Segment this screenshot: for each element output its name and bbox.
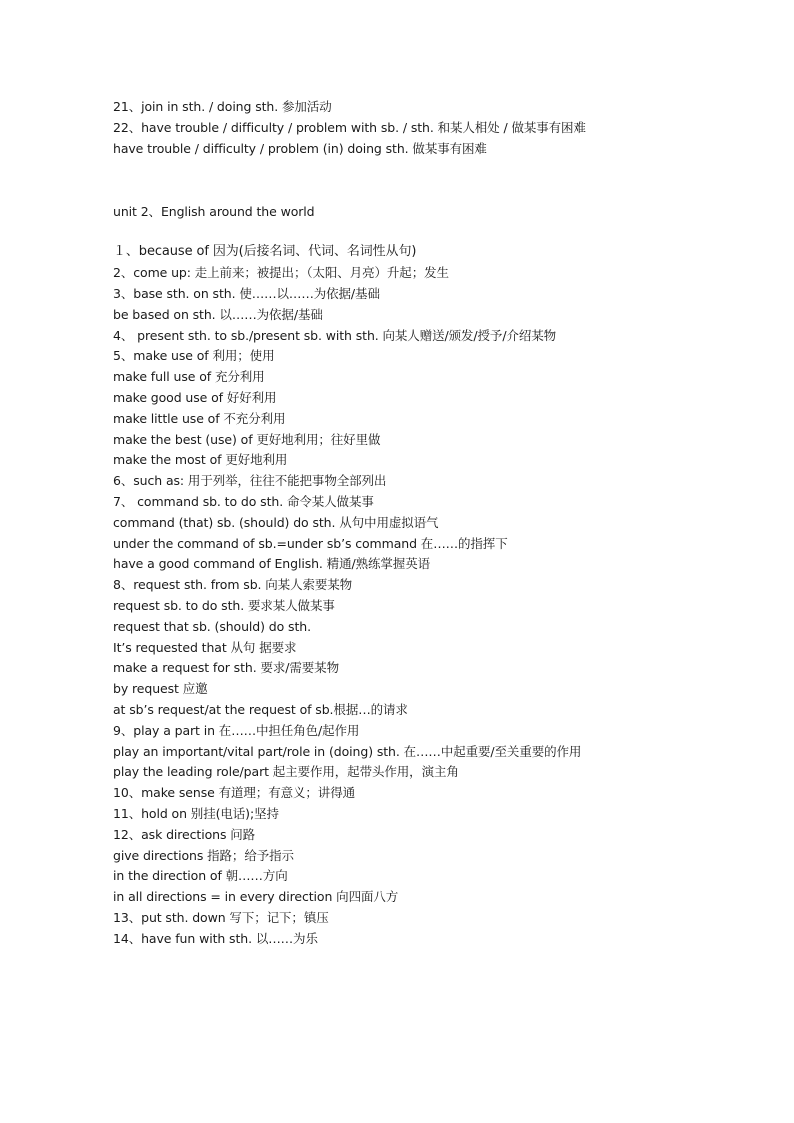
phrase-line: It’s requested that 从句 据要求	[113, 640, 297, 655]
phrase-line: 21、join in sth. / doing sth. 参加活动	[113, 99, 332, 114]
phrase-line: 8、request sth. from sb. 向某人索要某物	[113, 577, 353, 592]
phrase-line: make the best (use) of 更好地利用；往好里做	[113, 432, 381, 447]
phrase-line: request that sb. (should) do sth.	[113, 619, 311, 634]
phrase-line: 4、 present sth. to sb./present sb. with sth. 向某人赠送/颁发/授予/介绍某物	[113, 328, 557, 343]
phrase-line: have a good command of English. 精通/熟练掌握英语	[113, 556, 430, 571]
phrase-line: 11、hold on 别挂(电话);坚持	[113, 806, 279, 821]
phrase-line: make good use of 好好利用	[113, 390, 277, 405]
phrase-line: 10、make sense 有道理；有意义；讲得通	[113, 785, 356, 800]
phrase-line: make little use of 不充分利用	[113, 411, 286, 426]
phrase-line: be based on sth. 以……为依据/基础	[113, 307, 323, 322]
phrase-line: make full use of 充分利用	[113, 369, 265, 384]
phrase-line: 13、put sth. down 写下；记下；镇压	[113, 910, 329, 925]
phrase-line: １、because of 因为(后接名词、代词、名词性从句)	[113, 244, 417, 259]
phrase-line: make the most of 更好地利用	[113, 452, 288, 467]
phrase-line: under the command of sb.=under sb’s command 在……的指挥下	[113, 536, 508, 551]
phrase-line: command (that) sb. (should) do sth. 从句中用虚拟语气	[113, 515, 439, 530]
phrase-line: by request 应邀	[113, 681, 208, 696]
phrase-line: have trouble / difficulty / problem (in) doing sth. 做某事有困难	[113, 141, 487, 156]
phrase-line: 22、have trouble / difficulty / problem with sb. / sth. 和某人相处 / 做某事有困难	[113, 120, 586, 135]
phrase-line: 14、have fun with sth. 以……为乐	[113, 931, 318, 946]
phrase-line: 9、play a part in 在……中担任角色/起作用	[113, 723, 360, 738]
phrase-line: give directions 指路；给予指示	[113, 848, 294, 863]
phrase-line: play the leading role/part 起主要作用，起带头作用，演主角	[113, 764, 459, 779]
phrase-line: at sb’s request/at the request of sb.根据…的请求	[113, 702, 408, 717]
phrase-line: 6、such as: 用于列举，往往不能把事物全部列出	[113, 473, 387, 488]
phrase-line: 7、 command sb. to do sth. 命令某人做某事	[113, 494, 374, 509]
phrase-line: 2、come up: 走上前来；被提出；（太阳、月亮）升起；发生	[113, 265, 449, 280]
phrase-line: in all directions = in every direction 向四面八方	[113, 889, 399, 904]
phrase-line: 5、make use of 利用；使用	[113, 348, 275, 363]
unit-heading: unit 2、English around the world	[113, 204, 315, 219]
phrase-line: in the direction of 朝……方向	[113, 868, 288, 883]
phrase-line: 12、ask directions 问路	[113, 827, 256, 842]
phrase-line: make a request for sth. 要求/需要某物	[113, 660, 339, 675]
phrase-line: 3、base sth. on sth. 使……以……为依据/基础	[113, 286, 380, 301]
phrase-line: request sb. to do sth. 要求某人做某事	[113, 598, 335, 613]
phrase-line: play an important/vital part/role in (doing) sth. 在……中起重要/至关重要的作用	[113, 744, 582, 759]
